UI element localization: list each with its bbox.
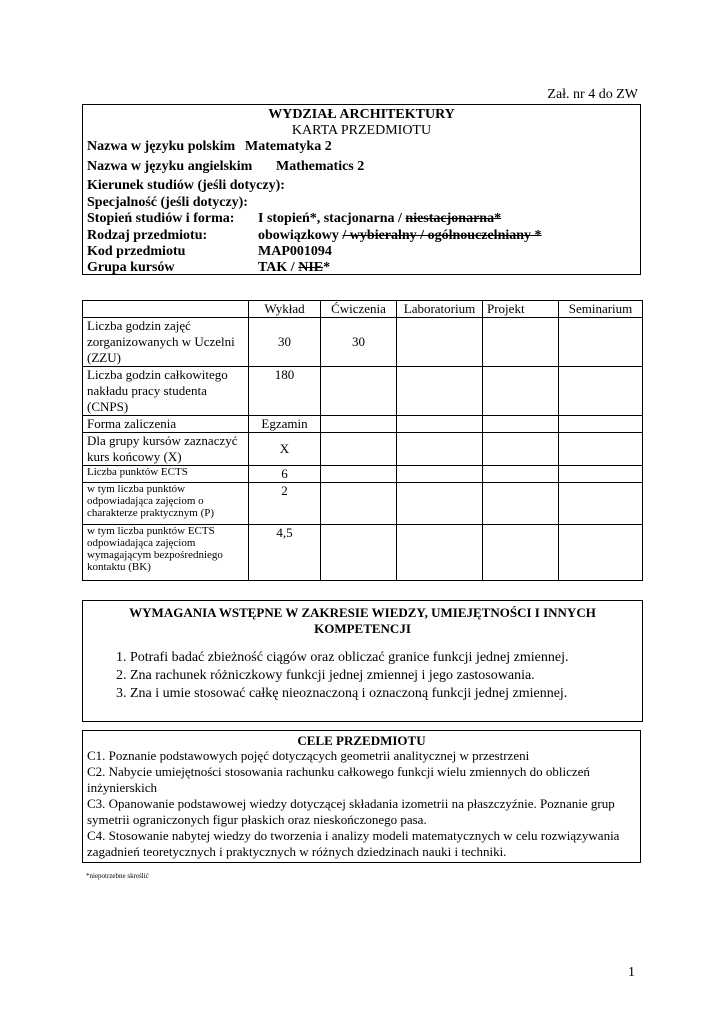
cell-value — [321, 483, 397, 525]
label-specialty: Specjalność (jeśli dotyczy): — [87, 195, 248, 210]
label-code: Kod przedmiotu — [87, 244, 186, 259]
col-laboratory: Laboratorium — [397, 301, 483, 318]
value-code: MAP001094 — [258, 244, 332, 259]
label-name-pl: Nazwa w języku polskim — [87, 139, 236, 154]
table-row — [83, 318, 643, 367]
col-exercises: Ćwiczenia — [321, 301, 397, 318]
col-project: Projekt — [483, 301, 559, 318]
label-field: Kierunek studiów (jeśli dotyczy): — [87, 178, 285, 193]
goals-title: CELE PRZEDMIOTU — [297, 733, 426, 748]
row-label: w tym liczba punktów ECTS odpowiadająca zajęciom wymagającym bezpośredniego kontaktu (BK) — [83, 525, 249, 581]
cell-value: 2 — [249, 483, 321, 525]
table-header-row — [83, 301, 643, 318]
degree-text: I stopień*, stacjonarna / — [258, 211, 402, 226]
cell-value: 180 — [249, 367, 321, 416]
cell-value — [559, 525, 643, 581]
label-name-en: Nazwa w języku angielskim — [87, 159, 253, 174]
cell-value — [559, 367, 643, 416]
cell-value — [321, 416, 397, 433]
type-text: obowiązkowy — [258, 228, 339, 243]
table-row — [83, 416, 643, 433]
goals-box — [82, 730, 641, 863]
cell-value — [397, 367, 483, 416]
header-empty-cell — [83, 301, 249, 318]
list-item: 3. Zna i umie stosować całkę nieoznaczoną i oznaczoną funkcji jednej zmiennej. — [130, 685, 642, 703]
cell-value — [559, 466, 643, 483]
row-label: Liczba godzin zajęć zorganizowanych w Uczelni (ZZU) — [83, 318, 249, 367]
requirements-box — [82, 600, 643, 722]
row-label: Forma zaliczenia — [83, 416, 249, 433]
col-lecture: Wykład — [249, 301, 321, 318]
list-item: C3. Opanowanie podstawowej wiedzy dotyczącej składania izometrii na płaszczyźnie. Poznanie grup symetrii ograniczonych figur płaskich oraz nieskończonego pasa. — [87, 796, 615, 827]
faculty-name: WYDZIAŁ ARCHITEKTURY — [268, 107, 455, 122]
cell-value — [559, 416, 643, 433]
cell-value — [397, 433, 483, 466]
type-struck: / wybieralny / ogólnouczelniany * — [342, 228, 542, 243]
value-name-en: Mathematics 2 — [276, 159, 365, 174]
value-type — [258, 228, 542, 244]
cell-value — [397, 525, 483, 581]
cell-value — [397, 483, 483, 525]
cell-value — [559, 483, 643, 525]
annex-label: Zał. nr 4 do ZW — [547, 87, 638, 102]
cell-value — [321, 367, 397, 416]
requirements-title: WYMAGANIA WSTĘPNE W ZAKRESIE WIEDZY, UMIEJĘTNOŚCI I INNYCH KOMPETENCJI — [129, 605, 596, 636]
cell-value — [483, 433, 559, 466]
page-number: 1 — [628, 965, 635, 980]
group-text: TAK / — [258, 260, 295, 275]
cell-value — [559, 318, 643, 367]
value-name-pl: Matematyka 2 — [245, 139, 332, 154]
cell-value — [397, 318, 483, 367]
cell-value — [483, 525, 559, 581]
cell-value — [483, 483, 559, 525]
row-label: Liczba punktów ECTS — [83, 466, 249, 483]
table-row — [83, 466, 643, 483]
cell-value — [559, 433, 643, 466]
label-group: Grupa kursów — [87, 260, 175, 275]
cell-value: 30 — [321, 318, 397, 367]
requirements-list — [83, 649, 642, 703]
row-label: Liczba godzin całkowitego nakładu pracy studenta (CNPS) — [83, 367, 249, 416]
group-struck: NIE — [298, 260, 324, 275]
cell-value — [397, 416, 483, 433]
footnote: *niepotrzebne skreślić — [86, 872, 149, 880]
cell-value — [321, 433, 397, 466]
cell-value — [397, 466, 483, 483]
table-row — [83, 483, 643, 525]
row-label: w tym liczba punktów odpowiadająca zajęciom o charakterze praktycznym (P) — [83, 483, 249, 525]
cell-value: Egzamin — [249, 416, 321, 433]
value-group — [258, 260, 330, 276]
cell-value — [483, 318, 559, 367]
hours-table — [82, 300, 643, 581]
cell-value — [483, 367, 559, 416]
table-row — [83, 367, 643, 416]
list-item: C1. Poznanie podstawowych pojęć dotyczących geometrii analitycznej w przestrzeni — [87, 748, 530, 763]
list-item: 1. Potrafi badać zbieżność ciągów oraz obliczać granice funkcji jednej zmiennej. — [130, 649, 642, 667]
cell-value — [321, 525, 397, 581]
card-title: KARTA PRZEDMIOTU — [291, 123, 432, 138]
col-seminar: Seminarium — [559, 301, 643, 318]
cell-value: 30 — [249, 318, 321, 367]
label-type: Rodzaj przedmiotu: — [87, 228, 208, 243]
cell-value: 6 — [249, 466, 321, 483]
cell-value: 4,5 — [249, 525, 321, 581]
cell-value — [483, 466, 559, 483]
degree-struck: niestacjonarna* — [405, 211, 502, 226]
cell-value: X — [249, 433, 321, 466]
course-header-box — [82, 104, 641, 275]
table-row — [83, 433, 643, 466]
list-item: C2. Nabycie umiejętności stosowania rachunku całkowego funkcji wielu zmiennych do obliczeń inżynierskich — [87, 764, 590, 795]
cell-value — [483, 416, 559, 433]
list-item: C4. Stosowanie nabytej wiedzy do tworzenia i analizy modeli matematycznych w celu rozwiązywania zagadnień teoretycznych i praktycznych w różnych dziedzinach nauki i techniki. — [87, 828, 620, 859]
row-label: Dla grupy kursów zaznaczyć kurs końcowy (X) — [83, 433, 249, 466]
list-item: 2. Zna rachunek różniczkowy funkcji jednej zmiennej i jego zastosowania. — [130, 667, 642, 685]
cell-value — [321, 466, 397, 483]
table-row — [83, 525, 643, 581]
value-degree — [258, 211, 501, 227]
group-asterisk: * — [323, 260, 331, 275]
label-degree: Stopień studiów i forma: — [87, 211, 235, 226]
